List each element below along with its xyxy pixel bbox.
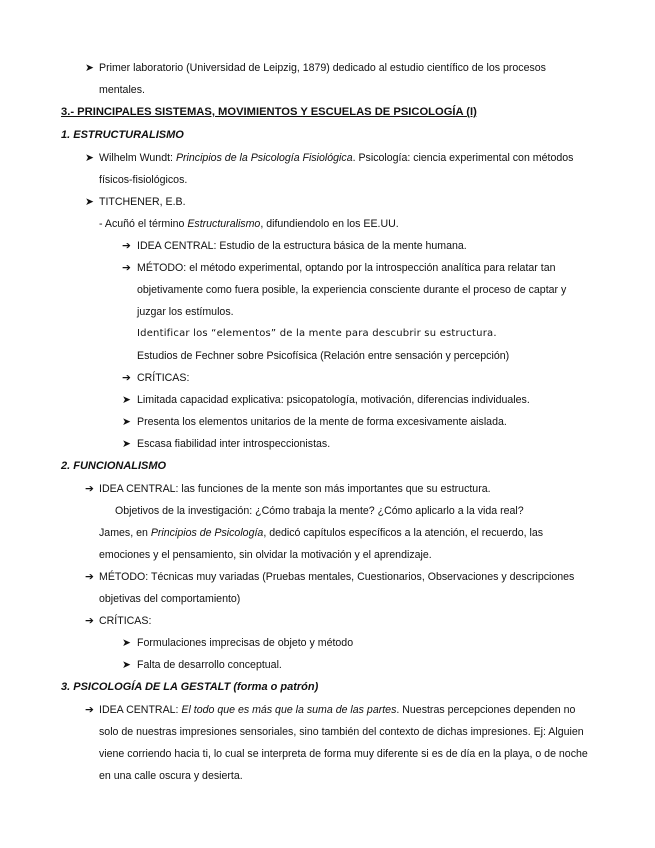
gestalt-line: viene corriendo hacia ti, lo cual se interpreta de forma muy diferente si es de día en la playa, o de noche: [99, 748, 588, 760]
funcionalismo-metodo: MÉTODO: Técnicas muy variadas (Pruebas mentales, Cuestionarios, Observaciones y descripciones: [99, 571, 575, 583]
critica-item: Formulaciones imprecisas de objeto y método: [137, 637, 354, 649]
identificar-line: Identificar los “elementos” de la mente para descubrir su estructura.: [137, 328, 497, 339]
bullet-icon: ➤: [85, 196, 94, 208]
arrow-icon: ➔: [85, 483, 94, 495]
estructuralismo-metodo: MÉTODO: el método experimental, optando por la introspección analítica para relatar tan: [137, 262, 556, 274]
bullet-icon: ➤: [122, 416, 131, 428]
arrow-icon: ➔: [122, 372, 131, 384]
wundt-book-title: Principios de la Psicología Fisiológica: [175, 152, 353, 164]
gestalt-idea-motto: El todo que es más que la suma de las partes: [181, 704, 397, 716]
intro-line-cont: mentales.: [99, 84, 145, 96]
wundt-line-cont: físicos-fisiológicos.: [99, 174, 188, 186]
funcionalismo-title: 2. FUNCIONALISMO: [61, 460, 167, 472]
bullet-icon: ➤: [122, 394, 131, 406]
wundt-line: [99, 151, 573, 165]
fechner-line: Estudios de Fechner sobre Psicofísica (Relación entre sensación y percepción): [137, 350, 510, 362]
gestalt-idea: [99, 703, 575, 717]
arrow-icon: ➔: [85, 704, 94, 716]
james-book-title: Principios de Psicología: [150, 527, 264, 539]
gestalt-line: solo de nuestras impresiones sensoriales, sino también del contexto de dichas impresiones. Ej: Alguien: [99, 726, 584, 738]
bullet-icon: ➤: [122, 659, 131, 671]
james-suffix: , dedicó capítulos específicos a la atención, el recuerdo, las: [263, 527, 544, 539]
gestalt-line: en una calle oscura y desierta.: [99, 770, 243, 782]
funcionalismo-metodo-cont: objetivas del comportamiento): [99, 593, 241, 605]
critica-item: Presenta los elementos unitarios de la mente de forma excesivamente aislada.: [137, 416, 507, 428]
wundt-name: Wilhelm Wundt:: [99, 152, 176, 164]
estructuralismo-metodo-cont: juzgar los estímulos.: [137, 306, 234, 318]
critica-item: Limitada capacidad explicativa: psicopatología, motivación, diferencias individuales.: [137, 394, 530, 406]
bullet-icon: ➤: [85, 152, 94, 164]
objetivos-line: Objetivos de la investigación: ¿Cómo trabaja la mente? ¿Cómo aplicarlo a la vida real?: [115, 505, 524, 517]
funcionalismo-idea: IDEA CENTRAL: las funciones de la mente son más importantes que su estructura.: [99, 483, 491, 495]
bullet-icon: ➤: [122, 637, 131, 649]
james-line: [99, 526, 543, 540]
critica-item: Escasa fiabilidad inter introspeccionistas.: [137, 438, 331, 450]
bullet-icon: ➤: [85, 62, 94, 74]
wundt-rest: . Psicología: ciencia experimental con métodos: [352, 152, 574, 164]
arrow-icon: ➔: [85, 571, 94, 583]
arrow-icon: ➔: [85, 615, 94, 627]
gestalt-title: 3. PSICOLOGÍA DE LA GESTALT (forma o patrón): [61, 681, 319, 693]
critica-item: Falta de desarrollo conceptual.: [137, 659, 282, 671]
acuno-term: Estructuralismo: [187, 218, 261, 230]
james-line-cont: emociones y el pensamiento, sin olvidar la motivación y el aprendizaje.: [99, 549, 432, 561]
intro-line: Primer laboratorio (Universidad de Leipzig, 1879) dedicado al estudio científico de los procesos: [99, 62, 546, 74]
arrow-icon: ➔: [122, 262, 131, 274]
james-prefix: James, en: [99, 527, 151, 539]
acuno-line: [99, 217, 399, 231]
gestalt-idea-suffix: . Nuestras percepciones dependen no: [396, 704, 576, 716]
bullet-icon: ➤: [122, 438, 131, 450]
estructuralismo-title: 1. ESTRUCTURALISMO: [61, 129, 184, 141]
estructuralismo-metodo-cont: objetivamente como fuera posible, la experiencia consciente durante el proceso de captar y: [137, 284, 567, 296]
titchener-line: TITCHENER, E.B.: [99, 196, 186, 208]
acuno-suffix: , difundiendolo en los EE.UU.: [260, 218, 399, 230]
arrow-icon: ➔: [122, 240, 131, 252]
estructuralismo-idea: IDEA CENTRAL: Estudio de la estructura básica de la mente humana.: [137, 240, 467, 252]
gestalt-idea-prefix: IDEA CENTRAL:: [99, 704, 182, 716]
estructuralismo-criticas: CRÍTICAS:: [137, 372, 190, 384]
acuno-prefix: - Acuñó el término: [99, 218, 188, 230]
funcionalismo-criticas: CRÍTICAS:: [99, 615, 152, 627]
section-heading: 3.- PRINCIPALES SISTEMAS, MOVIMIENTOS Y ESCUELAS DE PSICOLOGÍA (I): [61, 106, 477, 118]
